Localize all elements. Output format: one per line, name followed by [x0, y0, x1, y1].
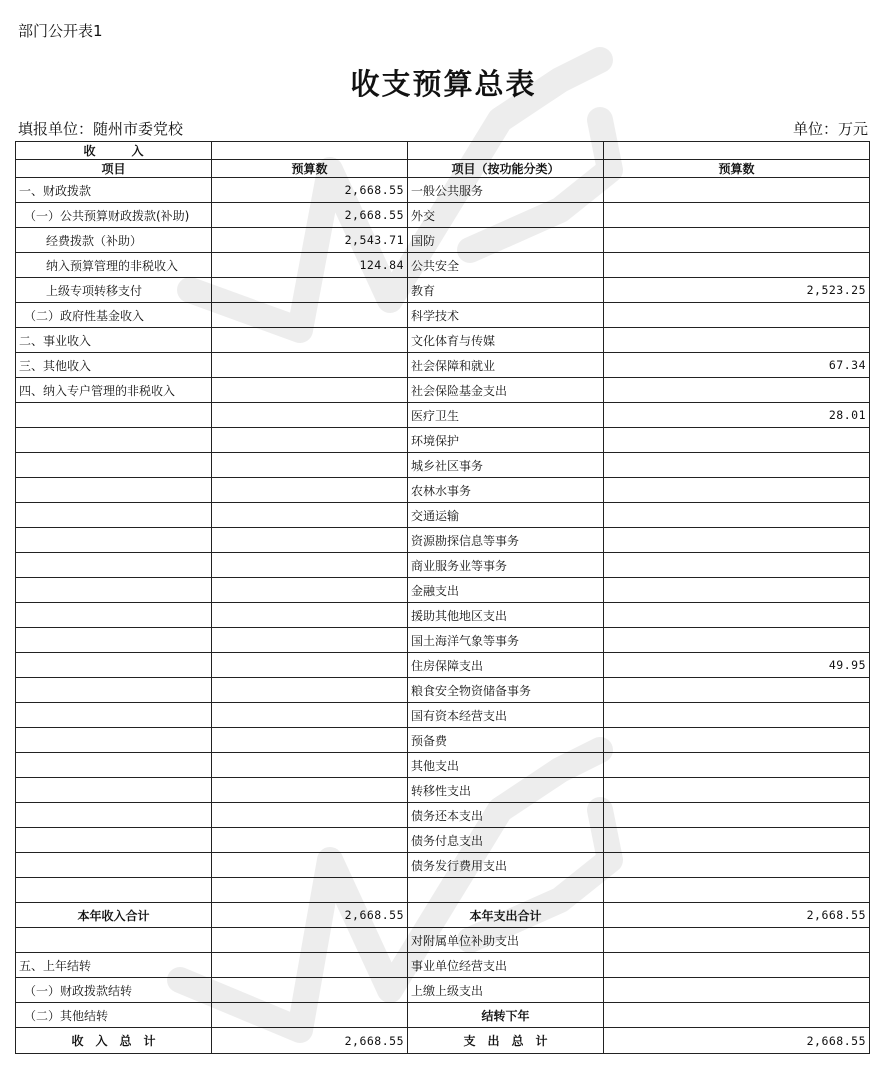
income-item-cell — [16, 853, 212, 878]
income-item-cell: 本年收入合计 — [16, 903, 212, 928]
expense-amount-cell — [604, 603, 870, 628]
income-amount-header: 预算数 — [212, 160, 408, 178]
expense-amount-cell — [604, 978, 870, 1003]
income-item-cell: （一）公共预算财政拨款(补助) — [16, 203, 212, 228]
table-row — [16, 1003, 870, 1028]
table-row — [16, 278, 870, 303]
income-amount-cell: 2,668.55 — [212, 178, 408, 203]
income-amount-cell — [212, 578, 408, 603]
expense-amount-cell — [604, 478, 870, 503]
income-amount-cell — [212, 703, 408, 728]
income-amount-cell: 2,668.55 — [212, 203, 408, 228]
expense-group-header-blank-2 — [604, 142, 870, 160]
table-row — [16, 253, 870, 278]
table-row — [16, 853, 870, 878]
table-body — [16, 178, 870, 1054]
income-amount-cell — [212, 828, 408, 853]
income-amount-cell — [212, 553, 408, 578]
table-row — [16, 653, 870, 678]
income-amount-cell: 2,668.55 — [212, 903, 408, 928]
income-amount-cell — [212, 478, 408, 503]
income-amount-cell: 124.84 — [212, 253, 408, 278]
expense-item-cell: 国土海洋气象等事务 — [408, 628, 604, 653]
income-amount-cell — [212, 853, 408, 878]
expense-item-cell: 转移性支出 — [408, 778, 604, 803]
income-amount-cell — [212, 1003, 408, 1028]
table-row — [16, 578, 870, 603]
income-item-cell: 上级专项转移支付 — [16, 278, 212, 303]
income-amount-cell — [212, 953, 408, 978]
income-amount-cell — [212, 878, 408, 903]
income-amount-cell — [212, 453, 408, 478]
expense-item-cell: 科学技术 — [408, 303, 604, 328]
income-item-cell — [16, 928, 212, 953]
income-amount-cell — [212, 278, 408, 303]
income-amount-cell — [212, 428, 408, 453]
table-row — [16, 803, 870, 828]
expense-item-cell: 社会保险基金支出 — [408, 378, 604, 403]
expense-item-cell: 交通运输 — [408, 503, 604, 528]
income-item-cell: （一）财政拨款结转 — [16, 978, 212, 1003]
income-item-cell: （二）其他结转 — [16, 1003, 212, 1028]
expense-amount-cell — [604, 428, 870, 453]
table-row — [16, 328, 870, 353]
income-item-cell — [16, 678, 212, 703]
income-group-header-blank — [212, 142, 408, 160]
expense-item-cell: 城乡社区事务 — [408, 453, 604, 478]
table-row — [16, 928, 870, 953]
income-item-cell — [16, 578, 212, 603]
income-item-cell — [16, 828, 212, 853]
expense-item-cell: 公共安全 — [408, 253, 604, 278]
income-amount-cell — [212, 503, 408, 528]
expense-amount-cell — [604, 553, 870, 578]
income-item-cell: 经费拨款（补助） — [16, 228, 212, 253]
expense-item-cell: 事业单位经营支出 — [408, 953, 604, 978]
income-item-cell — [16, 478, 212, 503]
expense-amount-cell — [604, 503, 870, 528]
table-row — [16, 203, 870, 228]
income-item-cell: 收 入 总 计 — [16, 1028, 212, 1054]
income-item-cell — [16, 728, 212, 753]
income-item-cell: 五、上年结转 — [16, 953, 212, 978]
income-amount-cell — [212, 978, 408, 1003]
table-row — [16, 378, 870, 403]
expense-item-cell: 债务还本支出 — [408, 803, 604, 828]
table-row — [16, 553, 870, 578]
table-row — [16, 428, 870, 453]
expense-amount-cell — [604, 303, 870, 328]
expense-amount-cell — [604, 628, 870, 653]
income-item-cell — [16, 703, 212, 728]
expense-amount-cell — [604, 728, 870, 753]
table-row — [16, 828, 870, 853]
table-row — [16, 178, 870, 203]
expense-amount-cell — [604, 453, 870, 478]
table-row — [16, 953, 870, 978]
expense-amount-cell — [604, 803, 870, 828]
income-item-cell — [16, 428, 212, 453]
income-item-cell — [16, 628, 212, 653]
expense-item-cell — [408, 878, 604, 903]
income-item-cell — [16, 778, 212, 803]
expense-amount-cell: 2,668.55 — [604, 1028, 870, 1054]
income-item-cell: 三、其他收入 — [16, 353, 212, 378]
income-item-cell — [16, 528, 212, 553]
table-row — [16, 478, 870, 503]
income-amount-cell — [212, 303, 408, 328]
page-title: 收支预算总表 — [350, 67, 537, 101]
income-amount-cell — [212, 928, 408, 953]
expense-amount-cell — [604, 753, 870, 778]
expense-item-cell: 结转下年 — [408, 1003, 604, 1028]
expense-amount-cell — [604, 878, 870, 903]
reporting-unit: 填报单位：随州市委党校 — [18, 120, 184, 138]
expense-amount-cell — [604, 378, 870, 403]
income-item-header: 项目 — [16, 160, 212, 178]
table-row — [16, 403, 870, 428]
table-row — [16, 353, 870, 378]
expense-amount-cell — [604, 1003, 870, 1028]
income-amount-cell — [212, 378, 408, 403]
income-amount-cell — [212, 403, 408, 428]
table-row — [16, 1028, 870, 1054]
expense-amount-cell — [604, 703, 870, 728]
table-row — [16, 628, 870, 653]
expense-amount-cell — [604, 528, 870, 553]
expense-amount-cell — [604, 253, 870, 278]
income-item-cell — [16, 453, 212, 478]
income-amount-cell — [212, 678, 408, 703]
expense-item-cell: 上缴上级支出 — [408, 978, 604, 1003]
income-item-cell — [16, 403, 212, 428]
income-group-header: 收 入 — [16, 142, 212, 160]
expense-item-cell: 教育 — [408, 278, 604, 303]
expense-item-cell: 资源勘探信息等事务 — [408, 528, 604, 553]
income-item-cell: 纳入预算管理的非税收入 — [16, 253, 212, 278]
expense-item-cell: 支 出 总 计 — [408, 1028, 604, 1054]
doc-label: 部门公开表1 — [18, 22, 103, 40]
expense-amount-cell — [604, 828, 870, 853]
expense-amount-cell — [604, 953, 870, 978]
expense-item-cell: 文化体育与传媒 — [408, 328, 604, 353]
income-amount-cell — [212, 603, 408, 628]
expense-item-header: 项目（按功能分类） — [408, 160, 604, 178]
income-item-cell — [16, 753, 212, 778]
income-amount-cell — [212, 528, 408, 553]
expense-item-cell: 国有资本经营支出 — [408, 703, 604, 728]
income-item-cell — [16, 803, 212, 828]
expense-amount-cell: 28.01 — [604, 403, 870, 428]
income-item-cell — [16, 878, 212, 903]
expense-item-cell: 环境保护 — [408, 428, 604, 453]
expense-item-cell: 本年支出合计 — [408, 903, 604, 928]
expense-amount-cell — [604, 678, 870, 703]
income-amount-cell: 2,543.71 — [212, 228, 408, 253]
expense-amount-cell — [604, 928, 870, 953]
expense-item-cell: 国防 — [408, 228, 604, 253]
expense-item-cell: 住房保障支出 — [408, 653, 604, 678]
income-item-cell — [16, 553, 212, 578]
income-amount-cell — [212, 328, 408, 353]
income-amount-cell — [212, 353, 408, 378]
income-item-cell — [16, 603, 212, 628]
expense-amount-cell — [604, 578, 870, 603]
expense-item-cell: 农林水事务 — [408, 478, 604, 503]
expense-amount-cell — [604, 178, 870, 203]
table-row — [16, 503, 870, 528]
table-row — [16, 778, 870, 803]
table-row — [16, 978, 870, 1003]
expense-item-cell: 其他支出 — [408, 753, 604, 778]
table-row — [16, 878, 870, 903]
expense-group-header-blank — [408, 142, 604, 160]
expense-amount-cell: 49.95 — [604, 653, 870, 678]
income-item-cell — [16, 503, 212, 528]
currency-unit: 单位：万元 — [792, 120, 868, 138]
income-item-cell — [16, 653, 212, 678]
expense-amount-cell — [604, 203, 870, 228]
table-row — [16, 728, 870, 753]
expense-item-cell: 金融支出 — [408, 578, 604, 603]
table-row — [16, 228, 870, 253]
table-row — [16, 603, 870, 628]
table-row — [16, 753, 870, 778]
expense-amount-cell — [604, 778, 870, 803]
expense-item-cell: 粮食安全物资储备事务 — [408, 678, 604, 703]
income-amount-cell — [212, 653, 408, 678]
expense-item-cell: 医疗卫生 — [408, 403, 604, 428]
expense-amount-cell: 67.34 — [604, 353, 870, 378]
expense-amount-header: 预算数 — [604, 160, 870, 178]
expense-item-cell: 对附属单位补助支出 — [408, 928, 604, 953]
income-amount-cell — [212, 628, 408, 653]
expense-item-cell: 外交 — [408, 203, 604, 228]
expense-item-cell: 商业服务业等事务 — [408, 553, 604, 578]
income-item-cell: 二、事业收入 — [16, 328, 212, 353]
income-item-cell: 四、纳入专户管理的非税收入 — [16, 378, 212, 403]
expense-item-cell: 债务付息支出 — [408, 828, 604, 853]
expense-item-cell: 债务发行费用支出 — [408, 853, 604, 878]
expense-amount-cell — [604, 328, 870, 353]
table-row — [16, 678, 870, 703]
expense-amount-cell — [604, 228, 870, 253]
expense-item-cell: 援助其他地区支出 — [408, 603, 604, 628]
income-item-cell: 一、财政拨款 — [16, 178, 212, 203]
table-row — [16, 703, 870, 728]
income-amount-cell — [212, 753, 408, 778]
table-row — [16, 528, 870, 553]
table-row — [16, 903, 870, 928]
table-row — [16, 453, 870, 478]
expense-amount-cell: 2,668.55 — [604, 903, 870, 928]
income-amount-cell — [212, 728, 408, 753]
table-row — [16, 303, 870, 328]
income-amount-cell — [212, 778, 408, 803]
expense-amount-cell: 2,523.25 — [604, 278, 870, 303]
budget-table — [15, 141, 870, 1054]
expense-item-cell: 社会保障和就业 — [408, 353, 604, 378]
header-row-group — [16, 142, 870, 160]
income-item-cell: （二）政府性基金收入 — [16, 303, 212, 328]
income-amount-cell — [212, 803, 408, 828]
expense-item-cell: 一般公共服务 — [408, 178, 604, 203]
income-amount-cell: 2,668.55 — [212, 1028, 408, 1054]
expense-item-cell: 预备费 — [408, 728, 604, 753]
header-row-columns — [16, 160, 870, 178]
expense-amount-cell — [604, 853, 870, 878]
